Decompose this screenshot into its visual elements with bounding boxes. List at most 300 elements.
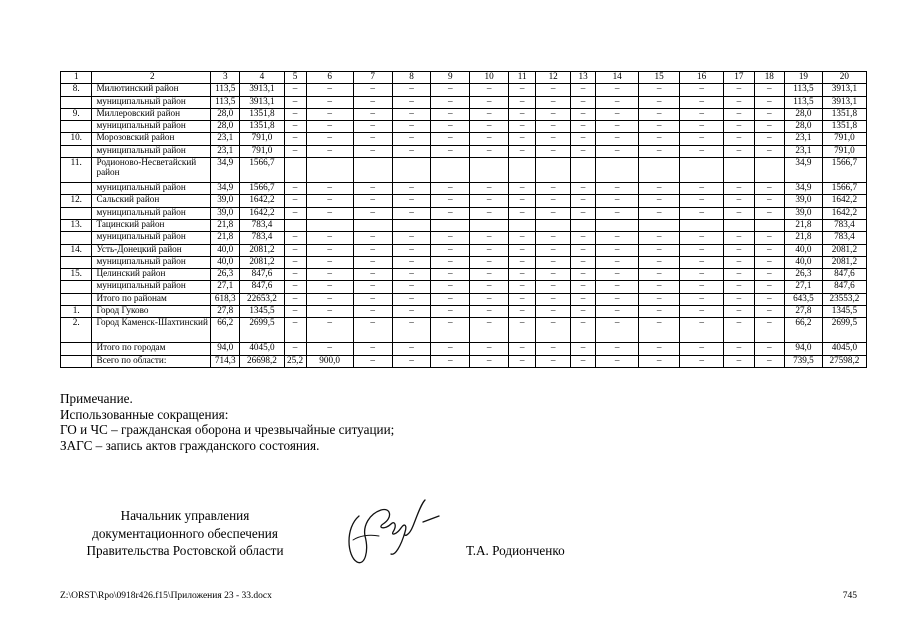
table-cell: – <box>306 232 353 244</box>
table-cell: – <box>724 293 754 305</box>
table-cell: 783,4 <box>240 219 284 231</box>
table-cell <box>724 219 754 231</box>
table-cell: – <box>536 108 571 120</box>
table-cell: 9. <box>61 108 92 120</box>
table-cell: – <box>470 145 509 157</box>
table-cell <box>509 219 536 231</box>
table-cell: – <box>509 244 536 256</box>
table-cell: – <box>392 121 431 133</box>
table-cell <box>61 232 92 244</box>
cell-name: Усть-Донецкий район <box>92 244 211 256</box>
table-cell: – <box>570 207 595 219</box>
table-cell: 3913,1 <box>822 84 866 96</box>
table-cell: – <box>570 195 595 207</box>
table-cell: – <box>470 195 509 207</box>
table-cell: 847,6 <box>240 281 284 293</box>
table-cell: 66,2 <box>211 318 240 343</box>
table-cell: – <box>353 145 392 157</box>
table-row <box>61 183 867 195</box>
table-cell: 39,0 <box>785 195 823 207</box>
table-cell: – <box>509 318 536 343</box>
table-cell: 1642,2 <box>240 195 284 207</box>
table-cell: 34,9 <box>211 158 240 183</box>
table-cell: – <box>724 108 754 120</box>
table-cell: – <box>724 183 754 195</box>
table-cell: – <box>306 108 353 120</box>
table-cell: 23,1 <box>211 145 240 157</box>
table-cell: – <box>353 121 392 133</box>
table-cell: – <box>680 318 724 343</box>
table-cell: – <box>570 318 595 343</box>
table-cell: 2699,5 <box>240 318 284 343</box>
table-cell: 27,1 <box>211 281 240 293</box>
table-cell: 1351,8 <box>240 121 284 133</box>
table-cell <box>353 158 392 183</box>
table-cell: – <box>306 183 353 195</box>
table-cell: – <box>392 133 431 145</box>
table-cell: 27,8 <box>211 306 240 318</box>
table-cell: – <box>306 195 353 207</box>
table-cell: – <box>431 281 470 293</box>
table-cell: – <box>724 256 754 268</box>
cell-name: Всего по области: <box>92 355 211 367</box>
table-cell: – <box>470 281 509 293</box>
table-cell: – <box>639 84 680 96</box>
table-cell: – <box>392 318 431 343</box>
table-cell: 1642,2 <box>240 207 284 219</box>
handwritten-signature <box>335 496 445 571</box>
table-cell: – <box>509 96 536 108</box>
table-cell: – <box>680 269 724 281</box>
table-cell: 1345,5 <box>240 306 284 318</box>
table-cell <box>61 145 92 157</box>
table-cell: – <box>306 244 353 256</box>
table-cell: – <box>392 244 431 256</box>
table-cell: – <box>470 108 509 120</box>
table-cell: – <box>570 183 595 195</box>
table-cell: – <box>570 121 595 133</box>
table-cell: – <box>724 232 754 244</box>
table-cell: – <box>392 343 431 355</box>
table-row <box>61 219 867 231</box>
table-cell <box>536 219 571 231</box>
table-cell: 34,9 <box>785 158 823 183</box>
table-cell: – <box>431 183 470 195</box>
table-cell: – <box>596 355 639 367</box>
table-cell: 113,5 <box>211 84 240 96</box>
table-cell: – <box>306 293 353 305</box>
table-cell: 14 <box>596 72 639 84</box>
table-cell: 20 <box>822 72 866 84</box>
table-cell: 21,8 <box>785 232 823 244</box>
table-cell: 34,9 <box>785 183 823 195</box>
table-cell: – <box>509 207 536 219</box>
table-cell: – <box>680 195 724 207</box>
table-cell: – <box>392 269 431 281</box>
table-cell: 23,1 <box>785 145 823 157</box>
table-cell: – <box>724 121 754 133</box>
table-cell: 791,0 <box>822 133 866 145</box>
table-cell: 113,5 <box>211 96 240 108</box>
table-cell: – <box>536 121 571 133</box>
table-cell: 40,0 <box>785 256 823 268</box>
table-cell: – <box>680 121 724 133</box>
table-cell: – <box>596 256 639 268</box>
table-cell: – <box>392 108 431 120</box>
table-cell: – <box>724 244 754 256</box>
table-cell: 17 <box>724 72 754 84</box>
table-cell: 618,3 <box>211 293 240 305</box>
table-cell: – <box>284 306 306 318</box>
cell-name: Миллеровский район <box>92 108 211 120</box>
table-cell: 1566,7 <box>822 183 866 195</box>
table-cell: 3913,1 <box>822 96 866 108</box>
table-cell: – <box>570 108 595 120</box>
note-abbrev-go-chs: ГО и ЧС – гражданская оборона и чрезвычайные ситуации; <box>60 422 395 437</box>
table-cell: – <box>639 121 680 133</box>
table-cell: – <box>680 133 724 145</box>
table-cell: 16 <box>680 72 724 84</box>
table-cell: – <box>536 293 571 305</box>
table-cell: 8. <box>61 84 92 96</box>
table-cell: 4 <box>240 72 284 84</box>
table-cell: 1351,8 <box>822 121 866 133</box>
cell-name: муниципальный район <box>92 96 211 108</box>
table-cell: – <box>353 195 392 207</box>
table-cell: 791,0 <box>822 145 866 157</box>
table-cell: – <box>284 281 306 293</box>
table-cell: – <box>724 269 754 281</box>
table-cell: – <box>596 343 639 355</box>
table-cell <box>754 158 784 183</box>
table-cell: 23,1 <box>785 133 823 145</box>
table-cell: 4045,0 <box>240 343 284 355</box>
table-cell: 3913,1 <box>240 96 284 108</box>
table-cell: – <box>306 121 353 133</box>
table-cell: – <box>754 269 784 281</box>
table-cell: – <box>596 133 639 145</box>
table-cell: – <box>754 293 784 305</box>
table-cell: – <box>724 343 754 355</box>
table-cell: 7 <box>353 72 392 84</box>
table-cell: – <box>431 269 470 281</box>
table-cell: – <box>536 318 571 343</box>
cell-name: муниципальный район <box>92 256 211 268</box>
table-cell: – <box>284 244 306 256</box>
table-cell <box>306 158 353 183</box>
table-cell: – <box>470 293 509 305</box>
table-cell: – <box>509 281 536 293</box>
cell-name: Итого по городам <box>92 343 211 355</box>
table-cell: – <box>353 256 392 268</box>
table-cell: 2699,5 <box>822 318 866 343</box>
table-cell: – <box>639 108 680 120</box>
table-cell: – <box>509 121 536 133</box>
table-cell: 1351,8 <box>822 108 866 120</box>
table-cell <box>639 219 680 231</box>
table-cell: 783,4 <box>822 232 866 244</box>
table-cell: – <box>596 293 639 305</box>
table-row <box>61 256 867 268</box>
table-cell: – <box>353 293 392 305</box>
table-cell: – <box>431 121 470 133</box>
table-cell: – <box>392 84 431 96</box>
table-cell: – <box>431 207 470 219</box>
table-cell: – <box>353 183 392 195</box>
table-cell: 21,8 <box>785 219 823 231</box>
table-cell: – <box>724 195 754 207</box>
cell-name: Сальский район <box>92 195 211 207</box>
table-cell: 2081,2 <box>240 256 284 268</box>
table-cell: – <box>596 183 639 195</box>
table-cell: 3 <box>211 72 240 84</box>
table-cell: – <box>431 318 470 343</box>
table-cell: – <box>392 281 431 293</box>
table-cell: – <box>536 133 571 145</box>
note-abbrev-heading: Использованные сокращения: <box>60 406 229 422</box>
table-cell: – <box>431 84 470 96</box>
table-cell: 2081,2 <box>240 244 284 256</box>
table-cell: – <box>306 318 353 343</box>
table-cell: – <box>509 232 536 244</box>
table-cell <box>61 343 92 355</box>
table-cell: – <box>596 269 639 281</box>
table-cell: – <box>353 269 392 281</box>
table-cell: 10. <box>61 133 92 145</box>
table-cell: 26,3 <box>785 269 823 281</box>
table-cell: 783,4 <box>240 232 284 244</box>
table-cell: – <box>353 96 392 108</box>
table-cell: – <box>284 269 306 281</box>
table-cell: – <box>639 256 680 268</box>
cell-name: Целинский район <box>92 269 211 281</box>
table-cell: 113,5 <box>785 84 823 96</box>
table-cell: – <box>306 133 353 145</box>
table-cell: – <box>639 133 680 145</box>
cell-name: муниципальный район <box>92 207 211 219</box>
table-row <box>61 158 867 183</box>
table-cell <box>470 219 509 231</box>
signer-position-line3: Правительства Ростовской области <box>86 543 284 558</box>
table-cell: – <box>353 318 392 343</box>
table-cell: 39,0 <box>211 207 240 219</box>
table-cell: 2081,2 <box>822 256 866 268</box>
cell-name: муниципальный район <box>92 145 211 157</box>
table-cell: – <box>596 281 639 293</box>
table-cell <box>724 158 754 183</box>
table-cell: 19 <box>785 72 823 84</box>
table-cell: – <box>570 343 595 355</box>
data-table <box>60 71 867 368</box>
table-cell: – <box>570 133 595 145</box>
table-cell <box>509 158 536 183</box>
table-cell: – <box>509 133 536 145</box>
table-row <box>61 269 867 281</box>
cell-name: Морозовский район <box>92 133 211 145</box>
table-cell: – <box>536 281 571 293</box>
table-cell: – <box>680 293 724 305</box>
table-cell: – <box>284 343 306 355</box>
table-cell: – <box>431 96 470 108</box>
table-cell: – <box>509 183 536 195</box>
table-cell: – <box>536 195 571 207</box>
table-cell: – <box>724 306 754 318</box>
table-cell: – <box>306 281 353 293</box>
table-cell: – <box>680 256 724 268</box>
table-row <box>61 195 867 207</box>
cell-name: Милютинский район <box>92 84 211 96</box>
table-cell: – <box>353 207 392 219</box>
table-cell: – <box>596 145 639 157</box>
table-cell: – <box>596 195 639 207</box>
table-cell <box>61 96 92 108</box>
table-cell: – <box>754 256 784 268</box>
table-cell: 34,9 <box>211 183 240 195</box>
table-row <box>61 306 867 318</box>
table-row <box>61 244 867 256</box>
table-cell: – <box>724 355 754 367</box>
signer-position-line1: Начальник управления <box>120 508 250 523</box>
table-cell: 27598,2 <box>822 355 866 367</box>
table-row <box>61 133 867 145</box>
table-cell <box>61 121 92 133</box>
table-cell: – <box>470 232 509 244</box>
note-title: Примечание. <box>60 391 133 406</box>
table-cell: – <box>570 244 595 256</box>
table-cell: – <box>509 108 536 120</box>
table-cell: – <box>470 84 509 96</box>
table-cell: – <box>392 306 431 318</box>
table-row <box>61 121 867 133</box>
table-cell: 15 <box>639 72 680 84</box>
table-cell: – <box>353 281 392 293</box>
table-cell: 28,0 <box>211 121 240 133</box>
table-cell: – <box>680 145 724 157</box>
table-cell: – <box>724 207 754 219</box>
table-cell: 14. <box>61 244 92 256</box>
table-cell: – <box>639 269 680 281</box>
table-cell: 22653,2 <box>240 293 284 305</box>
table-cell: 40,0 <box>785 244 823 256</box>
table-cell: – <box>284 96 306 108</box>
table-row <box>61 355 867 367</box>
table-cell: – <box>680 108 724 120</box>
table-cell: – <box>570 96 595 108</box>
table-cell: 4045,0 <box>822 343 866 355</box>
table-cell: – <box>306 96 353 108</box>
table-cell: 847,6 <box>240 269 284 281</box>
table-header-row <box>61 72 867 84</box>
table-row <box>61 108 867 120</box>
table-cell: – <box>470 269 509 281</box>
table-cell: – <box>431 244 470 256</box>
table-cell: – <box>536 183 571 195</box>
table-cell: – <box>431 343 470 355</box>
table-cell: – <box>536 269 571 281</box>
table-cell: – <box>639 244 680 256</box>
table-cell: – <box>509 343 536 355</box>
table-cell: – <box>431 108 470 120</box>
table-cell: – <box>431 133 470 145</box>
table-cell: – <box>639 145 680 157</box>
table-row <box>61 281 867 293</box>
table-cell: – <box>284 293 306 305</box>
table-cell: – <box>536 145 571 157</box>
table-cell: – <box>596 108 639 120</box>
table-row <box>61 145 867 157</box>
table-cell: – <box>284 84 306 96</box>
table-cell: – <box>353 133 392 145</box>
table-cell: – <box>392 355 431 367</box>
table-cell: – <box>639 343 680 355</box>
table-cell: 40,0 <box>211 244 240 256</box>
table-cell: – <box>754 121 784 133</box>
table-cell: 1566,7 <box>822 158 866 183</box>
table-cell: – <box>509 256 536 268</box>
table-cell: – <box>596 232 639 244</box>
table-cell: – <box>306 256 353 268</box>
table-row <box>61 293 867 305</box>
table-cell: – <box>353 244 392 256</box>
table-cell: – <box>509 355 536 367</box>
table-cell: 1. <box>61 306 92 318</box>
table-cell <box>392 219 431 231</box>
table-cell: – <box>570 256 595 268</box>
cell-name: муниципальный район <box>92 121 211 133</box>
table-cell: – <box>353 343 392 355</box>
table-cell: 1566,7 <box>240 183 284 195</box>
table-cell: – <box>431 145 470 157</box>
table-cell: 39,0 <box>211 195 240 207</box>
table-cell: – <box>470 183 509 195</box>
table-cell: 15. <box>61 269 92 281</box>
table-cell: – <box>392 207 431 219</box>
table-cell: – <box>536 256 571 268</box>
table-cell <box>536 158 571 183</box>
table-cell <box>61 355 92 367</box>
table-cell: 2081,2 <box>822 244 866 256</box>
table-cell: 40,0 <box>211 256 240 268</box>
cell-name: 2 <box>92 72 211 84</box>
table-cell: 1642,2 <box>822 207 866 219</box>
table-cell: 28,0 <box>785 108 823 120</box>
table-cell: 94,0 <box>211 343 240 355</box>
table-cell: 18 <box>754 72 784 84</box>
table-cell: – <box>392 232 431 244</box>
table-cell: – <box>754 318 784 343</box>
table-cell: – <box>754 244 784 256</box>
table-cell: – <box>754 232 784 244</box>
table-cell <box>431 219 470 231</box>
table-cell: – <box>639 195 680 207</box>
table-cell: – <box>353 232 392 244</box>
table-cell: 26698,2 <box>240 355 284 367</box>
table-cell: – <box>680 96 724 108</box>
table-cell: – <box>470 355 509 367</box>
table-cell: 11. <box>61 158 92 183</box>
table-cell: – <box>353 306 392 318</box>
table-cell: – <box>509 145 536 157</box>
table-cell: – <box>470 96 509 108</box>
table-cell: 12. <box>61 195 92 207</box>
cell-name: Город Каменск-Шахтинский <box>92 318 211 343</box>
table-cell <box>754 219 784 231</box>
table-cell: 10 <box>470 72 509 84</box>
table-cell: – <box>431 232 470 244</box>
table-cell: – <box>284 183 306 195</box>
table-row <box>61 96 867 108</box>
table-cell <box>61 183 92 195</box>
